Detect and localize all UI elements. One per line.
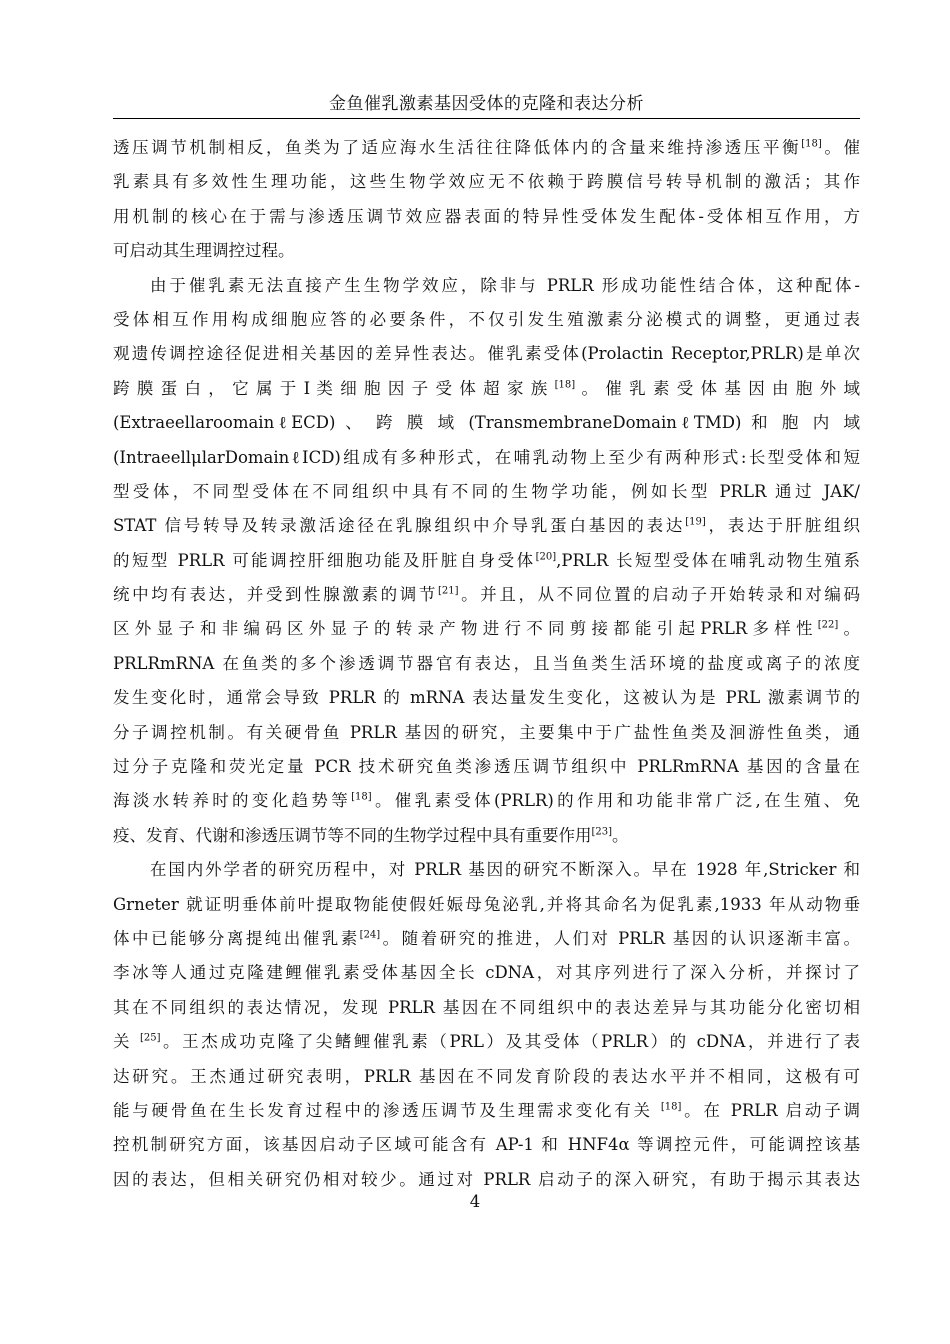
text-line: 透压调节机制相反，鱼类为了适应海水生活往往降低体内的含量来维持渗透压平衡[18]。催 xyxy=(113,138,860,157)
text-line: (ExtraeellaroomainℓECD) 、 跨 膜 域 (TransmembraneDomainℓTMD) 和 胞 内 域 xyxy=(113,413,860,433)
text-line: 其在不同组织的表达情况，发现 PRLR 基因在不同组织中的表达差异与其功能分化密切相 xyxy=(113,997,860,1017)
text-line: 观遗传调控途径促进相关基因的差异性表达。催乳素受体(Prolactin Receptor,PRLR)是单次 xyxy=(113,344,860,364)
text-line: 统中均有表达，并受到性腺激素的调节[21]。并且，从不同位置的启动子开始转录和对编码 xyxy=(113,585,860,605)
text-line: 跨 膜 蛋 白 ， 它 属 于 I 类 细 胞 因 子 受 体 超 家 族 [18] 。 催 乳 素 受 体 基 因 由 胞 外 域 xyxy=(113,378,860,398)
text-line: 受体相互作用构成细胞应答的必要条件，不仅引发生殖激素分泌模式的调整，更通过表 xyxy=(113,309,860,329)
header-rule xyxy=(113,118,860,119)
text-line: 在国内外学者的研究历程中，对 PRLR 基因的研究不断深入。早在 1928 年,Stricker 和 xyxy=(150,860,860,880)
text-line: STAT 信号转导及转录激活途径在乳腺组织中介导乳蛋白基因的表达[19]，表达于肝脏组织 xyxy=(113,516,860,536)
text-line: (IntraeellμlarDomainℓICD)组成有多种形式，在哺乳动物上至少有两种形式:长型受体和短 xyxy=(113,447,860,467)
text-line: 发生变化时，通常会导致 PRLR 的 mRNA 表达量发生变化，这被认为是 PRL 激素调节的 xyxy=(113,688,860,708)
text-line: 可启动其生理调控过程。 xyxy=(113,241,295,261)
text-line: 控机制研究方面，该基因启动子区域可能含有 AP-1 和 HNF4α 等调控元件，可能调控该基 xyxy=(113,1135,860,1155)
text-line: 因的表达，但相关研究仍相对较少。通过对 PRLR 启动子的深入研究，有助于揭示其表达 xyxy=(113,1169,860,1189)
text-line: 型受体，不同型受体在不同组织中具有不同的生物学功能，例如长型 PRLR 通过 JAK/ xyxy=(113,481,860,501)
running-header: 金鱼催乳激素基因受体的克隆和表达分析 xyxy=(329,94,644,114)
page-number: 4 xyxy=(469,1192,481,1211)
text-line: 乳素具有多效性生理功能，这些生物学效应无不依赖于跨膜信号转导机制的激活；其作 xyxy=(113,172,860,192)
text-line: PRLRmRNA 在鱼类的多个渗透调节器官有表达，且当鱼类生活环境的盐度或离子的浓度 xyxy=(113,653,860,673)
text-line: 区 外 显 子 和 非 编 码 区 外 显 子 的 转 录 产 物 进 行 不 同 剪 接 都 能 引 起 PRLR 多 样 性 [22] 。 xyxy=(113,619,860,639)
text-line: 海淡水转养时的变化趋势等[18]。催乳素受体(PRLR)的作用和功能非常广泛,在生殖、免 xyxy=(113,791,860,811)
body-text xyxy=(113,131,860,1197)
text-line: 能与硬骨鱼在生长发育过程中的渗透压调节及生理需求变化有关 [18]。在 PRLR 启动子调 xyxy=(113,1100,860,1120)
text-line: 达研究。王杰通过研究表明，PRLR 基因在不同发育阶段的表达水平并不相同，这极有可 xyxy=(113,1066,860,1086)
text-line: 的短型 PRLR 可能调控肝细胞功能及肝脏自身受体[20],PRLR 长短型受体在哺乳动物生殖系 xyxy=(113,550,860,570)
text-line: 由于催乳素无法直接产生生物学效应，除非与 PRLR 形成功能性结合体，这种配体- xyxy=(150,275,860,295)
text-line: 分子调控机制。有关硬骨鱼 PRLR 基因的研究，主要集中于广盐性鱼类及洄游性鱼类，通 xyxy=(113,722,860,742)
text-line: 疫、发育、代谢和渗透压调节等不同的生物学过程中具有重要作用[23]。 xyxy=(113,825,629,845)
text-line: 李冰等人通过克隆建鲤催乳素受体基因全长 cDNA，对其序列进行了深入分析，并探讨了 xyxy=(113,963,860,983)
text-line: 过分子克隆和荧光定量 PCR 技术研究鱼类渗透压调节组织中 PRLRmRNA 基因的含量在 xyxy=(113,757,860,777)
text-line: 体中已能够分离提纯出催乳素[24]。随着研究的推进，人们对 PRLR 基因的认识逐渐丰富。 xyxy=(113,928,860,948)
text-line: 用机制的核心在于需与渗透压调节效应器表面的特异性受体发生配体-受体相互作用，方 xyxy=(113,206,860,226)
text-line: Grneter 就证明垂体前叶提取物能使假妊娠母兔泌乳,并将其命名为促乳素,1933 年从动物垂 xyxy=(113,894,860,914)
text-line: 关 [25]。王杰成功克隆了尖鳍鲤催乳素（PRL）及其受体（PRLR）的 cDNA，并进行了表 xyxy=(113,1032,860,1052)
